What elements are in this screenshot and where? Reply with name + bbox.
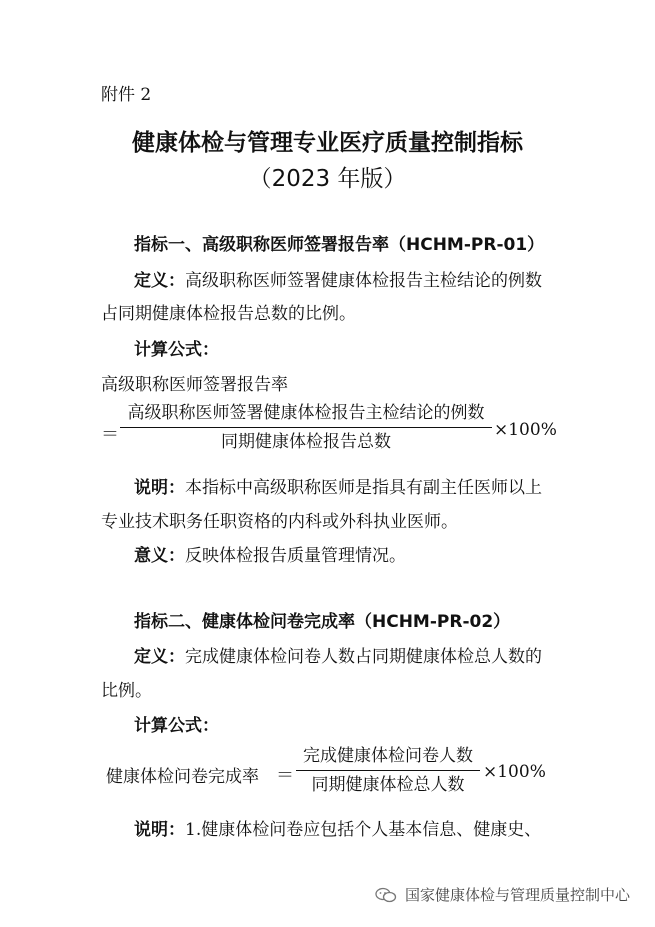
indicator2-heading: 指标二、健康体检问卷完成率（HCHM-PR-02） — [134, 612, 511, 632]
attachment-label: 附件 2 — [101, 85, 152, 105]
definition-label: 定义： — [134, 647, 185, 667]
meaning-label: 意义： — [134, 546, 185, 566]
indicator1-equals: ＝ — [101, 424, 119, 445]
fraction-denominator: 同期健康体检总人数 — [311, 775, 465, 795]
indicator1-meaning — [134, 541, 406, 566]
indicator2-fraction — [296, 745, 480, 796]
indicator2-times: ×100% — [483, 762, 546, 782]
indicator2-equals: ＝ — [276, 765, 294, 786]
indicator1-fraction — [120, 402, 492, 453]
indicator1-formula-label: 计算公式： — [134, 340, 219, 360]
definition-label: 定义： — [134, 271, 185, 291]
wechat-icon — [375, 887, 397, 903]
indicator1-definition-cont: 占同期健康体检报告总数的比例。 — [101, 304, 356, 324]
note-text: 本指标中高级职称医师是指具有副主任医师以上 — [185, 478, 542, 498]
indicator2-definition — [134, 642, 542, 667]
indicator1-times: ×100% — [494, 420, 557, 440]
watermark-text: 国家健康体检与管理质量控制中心 — [404, 886, 630, 904]
indicator1-formula-name: 高级职称医师签署报告率 — [101, 375, 288, 395]
note-label: 说明： — [134, 478, 185, 498]
note-label: 说明： — [134, 820, 185, 840]
fraction-bar — [120, 427, 492, 428]
indicator2-note — [134, 815, 541, 840]
indicator2-definition-cont: 比例。 — [101, 681, 152, 701]
document-title: 健康体检与管理专业医疗质量控制指标 — [132, 130, 523, 156]
watermark — [375, 884, 630, 905]
indicator2-formula-label: 计算公式： — [134, 716, 219, 736]
fraction-bar — [296, 770, 480, 771]
meaning-text: 反映体检报告质量管理情况。 — [185, 546, 406, 566]
definition-text: 完成健康体检问卷人数占同期健康体检总人数的 — [185, 647, 542, 667]
indicator1-definition — [134, 266, 542, 291]
indicator2-formula-name: 健康体检问卷完成率 — [106, 767, 259, 787]
definition-text: 高级职称医师签署健康体检报告主检结论的例数 — [185, 271, 542, 291]
fraction-numerator: 高级职称医师签署健康体检报告主检结论的例数 — [127, 403, 485, 423]
document-subtitle: （2023 年版） — [248, 166, 407, 192]
indicator1-heading: 指标一、高级职称医师签署报告率（HCHM-PR-01） — [134, 235, 545, 255]
indicator1-note — [134, 473, 542, 498]
indicator1-note-cont: 专业技术职务任职资格的内科或外科执业医师。 — [101, 512, 458, 532]
fraction-denominator: 同期健康体检报告总数 — [221, 432, 391, 452]
fraction-numerator: 完成健康体检问卷人数 — [303, 746, 473, 766]
note-text: 1.健康体检问卷应包括个人基本信息、健康史、 — [185, 820, 542, 840]
